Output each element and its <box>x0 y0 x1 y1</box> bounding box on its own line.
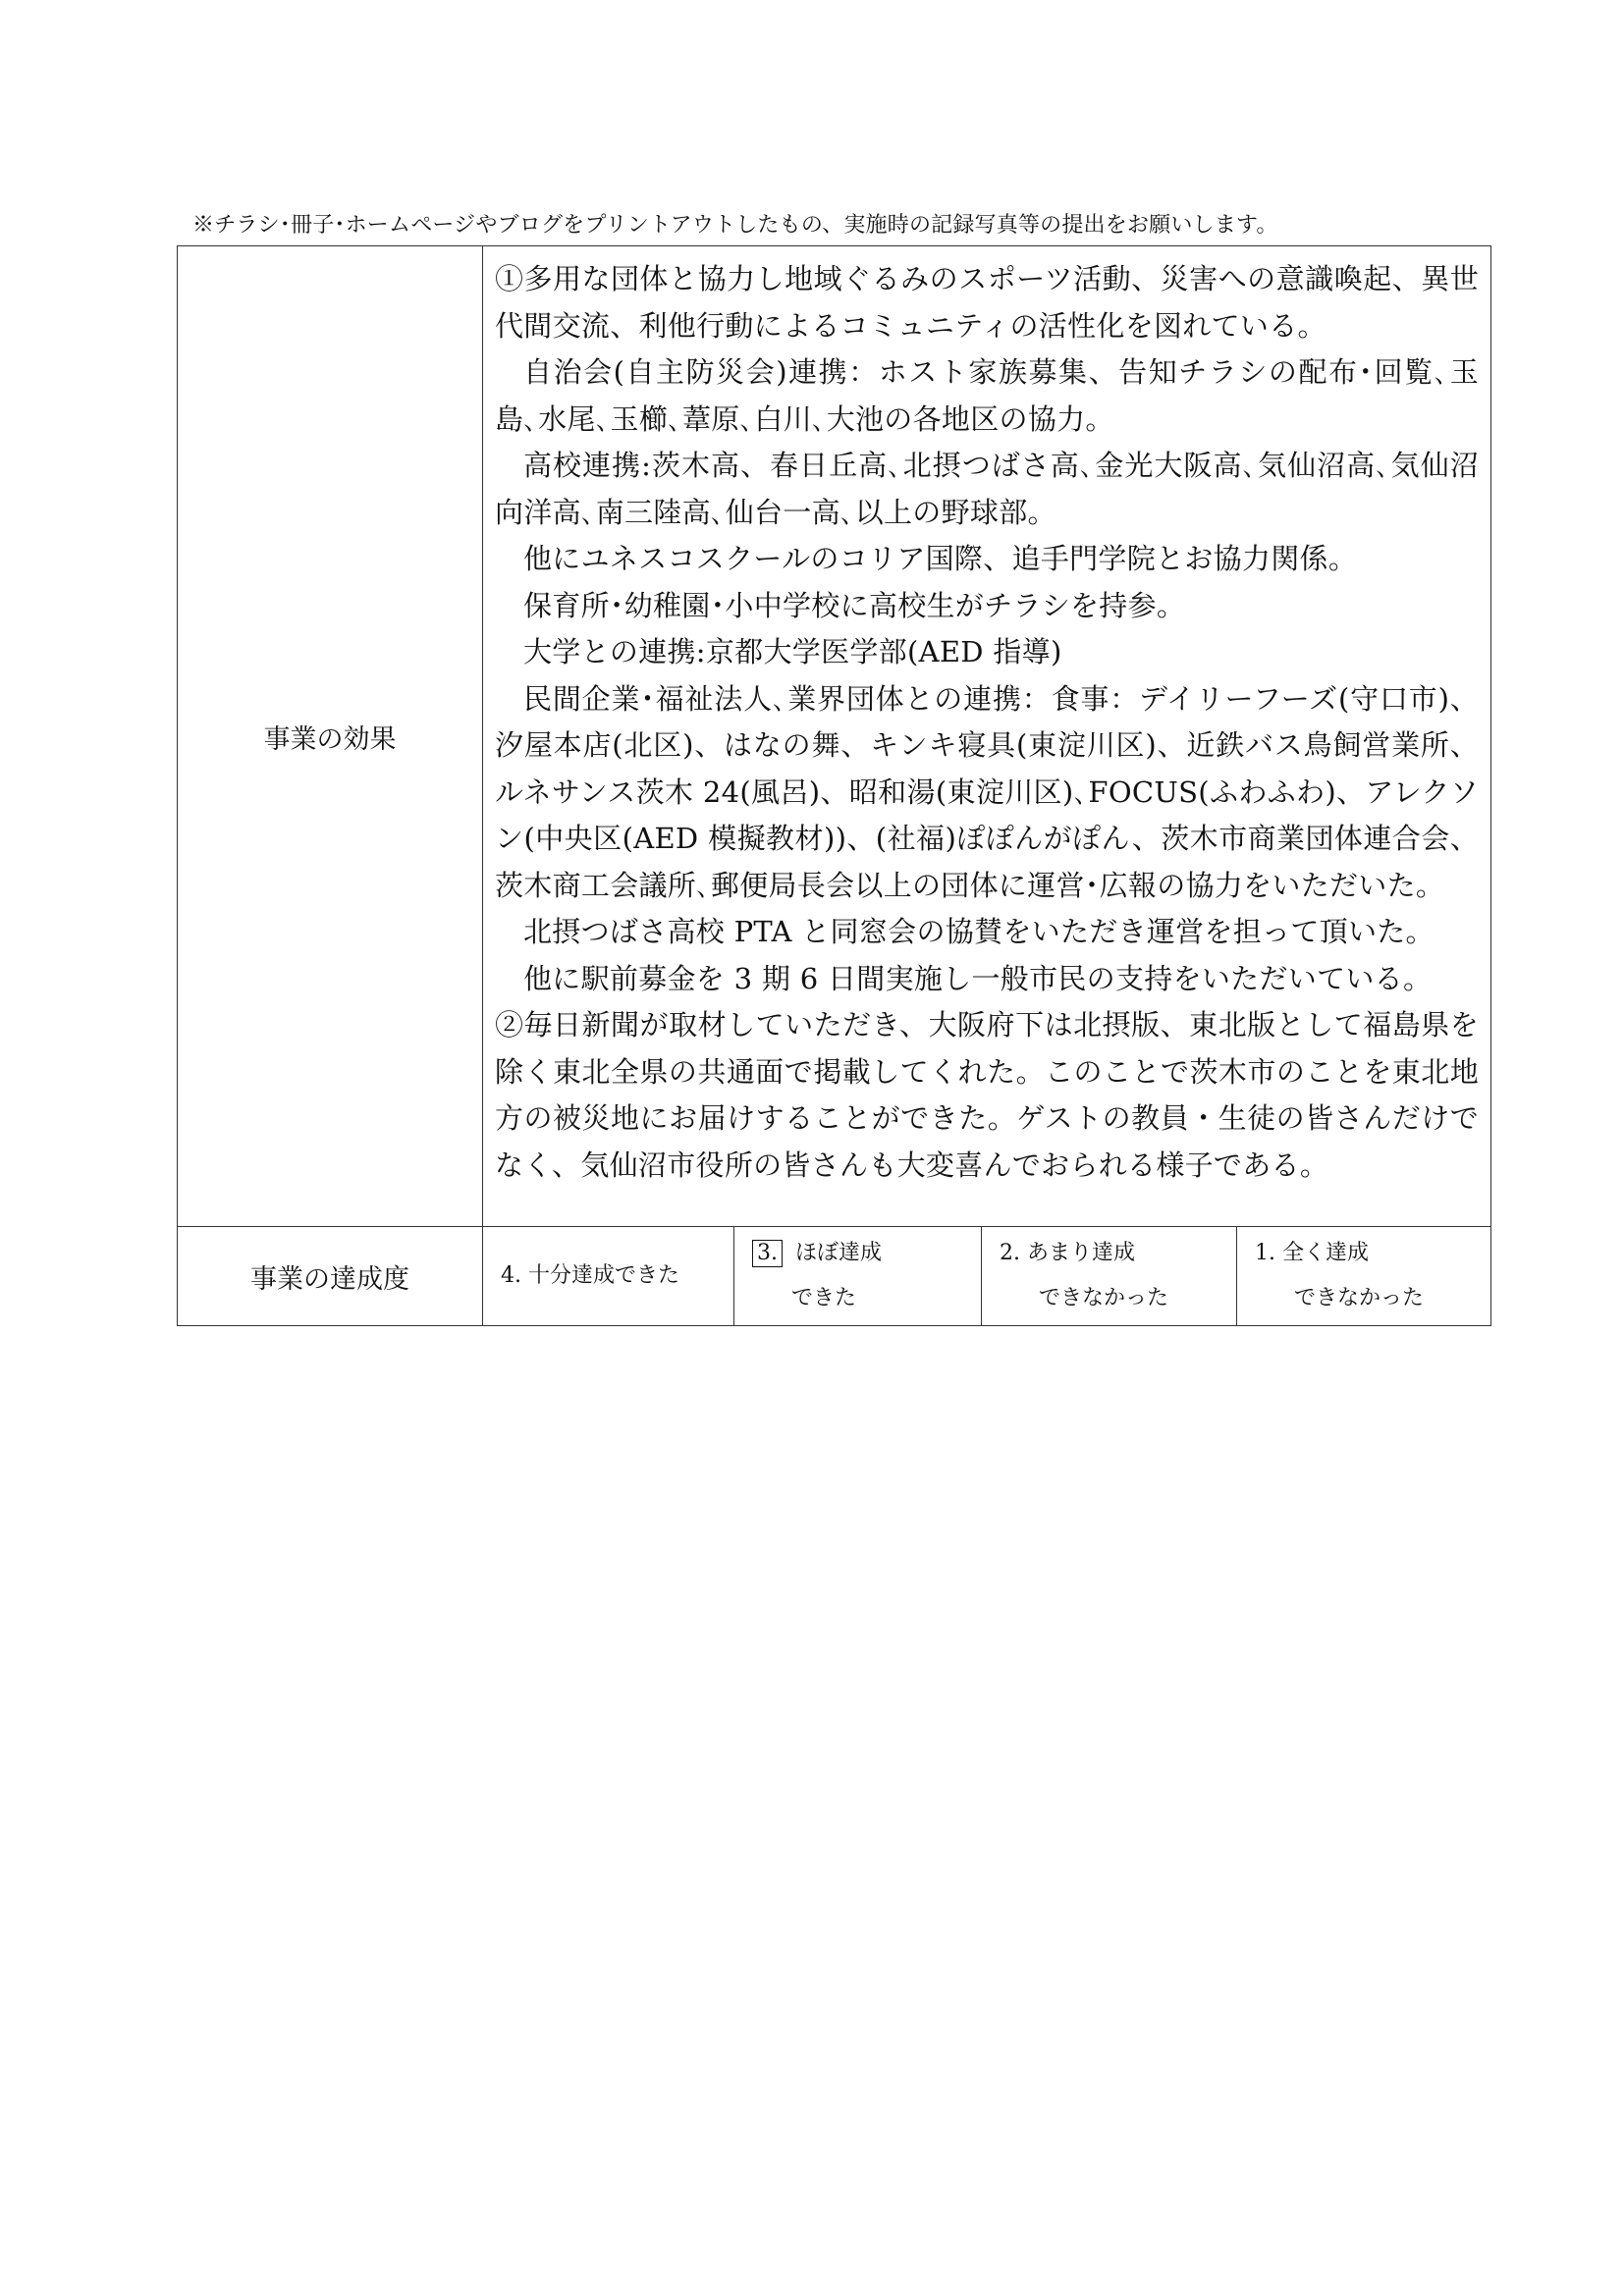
effect-content <box>483 246 1491 1227</box>
effect-paragraph: 他に駅前募金を 3 期 6 日間実施し一般市民の支持をいただいている。 <box>523 961 1433 995</box>
rating-option-text: 十分達成できた <box>528 1263 680 1288</box>
rating-option-text: 全く達成 <box>1282 1241 1370 1265</box>
rating-row <box>178 1227 1491 1326</box>
rating-option-1[interactable] <box>1237 1227 1491 1326</box>
rating-option-number: 1. <box>1255 1241 1275 1265</box>
rating-option-number: 4. <box>501 1263 521 1288</box>
effect-paragraph: 保育所･幼稚園･小中学校に高校生がチラシを持参。 <box>523 588 1186 622</box>
effect-paragraph: 自治会(自主防災会)連携：ホスト家族募集、告知チラシの配布･回覧､玉島､水尾､玉櫛､葦原､白川､大池の各地区の協力。 <box>495 355 1480 436</box>
effect-label: 事業の効果 <box>178 246 483 1227</box>
rating-option-3[interactable] <box>734 1227 982 1326</box>
effect-paragraph: 民間企業･福祉法人､業界団体との連携：食事：デイリーフーズ(守口市)、汐屋本店(北区)、はなの舞、キンキ寝具(東淀川区)、近鉄バス鳥飼営業所、ルネサンス茨木 24(風呂)、昭和湯(東淀川区)､FOCUS(ふわふわ)、アレクソン(中央区(AED 模擬教材))、(社福)ぽぽんがぽん、茨木市商業団体連合会、茨木商工会議所､郵便局長会以上の団体に運営･広報の協力をいただいた。 <box>495 681 1480 902</box>
rating-option-text-line2: できなかった <box>1294 1286 1425 1310</box>
report-table <box>177 245 1491 1326</box>
rating-option-text: ほぼ達成 <box>795 1241 883 1265</box>
effect-paragraph: 高校連携:茨木高、春日丘高､北摂つばさ高､金光大阪高､気仙沼高､気仙沼向洋高､南三陸高､仙台一高､以上の野球部。 <box>495 449 1480 529</box>
effect-paragraph: 大学との連携:京都大学医学部(AED 指導) <box>523 635 1062 668</box>
rating-option-text-line2: できた <box>791 1286 857 1310</box>
rating-option-2[interactable] <box>982 1227 1237 1326</box>
effect-row <box>178 246 1491 1227</box>
effect-paragraph: ①多用な団体と協力し地域ぐるみのスポーツ活動、災害への意識喚起、異世代間交流、利他行動によるコミュニティの活性化を図れている。 <box>495 262 1480 343</box>
rating-option-4[interactable] <box>483 1227 734 1326</box>
selected-option-box: 3. <box>752 1240 783 1267</box>
rating-label: 事業の達成度 <box>178 1227 483 1326</box>
rating-option-text: あまり達成 <box>1027 1241 1136 1265</box>
effect-paragraph: ②毎日新聞が取材していただき、大阪府下は北摂版、東北版として福島県を除く東北全県の共通面で掲載してくれた。このことで茨木市のことを東北地方の被災地にお届けすることができた。ゲストの教員・生徒の皆さんだけでなく、気仙沼市役所の皆さんも大変喜んでおられる様子である。 <box>495 1008 1480 1182</box>
rating-option-number: 2. <box>1000 1241 1020 1265</box>
effect-paragraph: 他にユネスコスクールのコリア国際、追手門学院とお協力関係。 <box>523 542 1358 575</box>
submission-note: ※チラシ･冊子･ホームページやブログをプリントアウトしたもの、実施時の記録写真等の提出をお願いします。 <box>192 213 1278 238</box>
rating-option-text-line2: できなかった <box>1039 1286 1169 1310</box>
effect-paragraph: 北摂つばさ高校 PTA と同窓会の協賛をいただき運営を担って頂いた。 <box>523 915 1435 948</box>
